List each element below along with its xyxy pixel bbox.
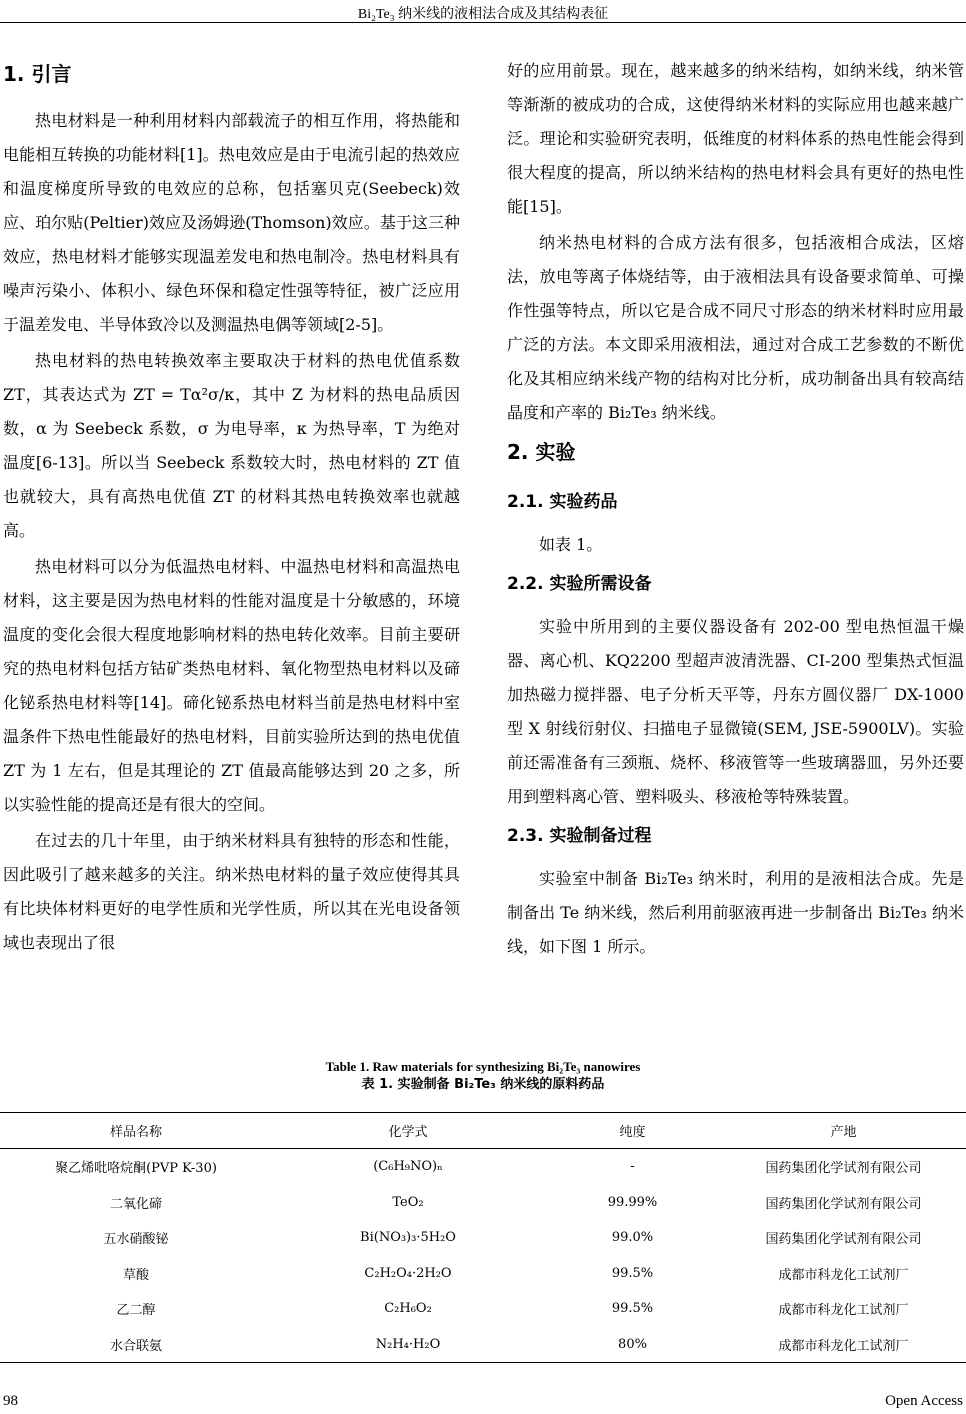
column-header: 纯度 (619, 1125, 646, 1140)
table-cell: (C₆H₉NO)ₙ (373, 1159, 443, 1175)
table-caption-en: Table 1. Raw materials for synthesizing Bi₂Te₃ nanowires (325, 1059, 641, 1074)
table-cell: 成都市科龙化工试剂厂 (778, 1338, 909, 1354)
table-row (0, 1149, 966, 1185)
table-cell: 水合联氨 (109, 1338, 162, 1354)
journal-label: Open Access (885, 1393, 963, 1409)
section-heading-experiment: 2. 实验 (507, 440, 576, 464)
paragraph: 如表 1。 (539, 535, 603, 554)
table-caption-zh: 表 1. 实验制备 Bi₂Te₃ 纳米线的原料药品 (361, 1077, 605, 1092)
paragraph: 热电材料是一种利用材料内部载流子的相互作用，将热能和电能相互转换的功能材料[1]。热电效应是由于电流引起的热效应和温度梯度所导致的电效应的总称，包括塞贝克(Seebeck)效应、珀尔贴(Peltier)效应及汤姆逊(Thomson)效应。基于这三种效应，热电材料才能够实现温差发电和热电制冷。热电材料具有噪声污染小、体积小、绿色环保和稳定性强等特征，被广泛应用于温差发电、半导体致冷以及测温热电偶等领域[2-5]。 (3, 111, 460, 334)
header-rule (0, 22, 966, 23)
table-cell: 成都市科龙化工试剂厂 (778, 1303, 909, 1319)
table-row (0, 1256, 966, 1292)
table-cell: 五水硝酸铋 (103, 1232, 169, 1248)
materials-table (0, 1112, 966, 1363)
table-cell: 乙二醇 (116, 1303, 156, 1319)
paragraph: 热电材料的热电转换效率主要取决于材料的热电优值系数 ZT，其表达式为 ZT = Tα²σ/κ，其中 Z 为材料的热电品质因数，α 为 Seebeck 系数，σ 为电导率，κ 为热导率，T 为绝对温度[6-13]。所以当 Seebeck 系数较大时，热电材料的 ZT 值也就较大，具有高热电优值 ZT 的材料其热电转换效率也就越高。 (3, 351, 460, 540)
paragraph: 纳米热电材料的合成方法有很多，包括液相合成法，区熔法，放电等离子体烧结等，由于液相法具有设备要求简单、可操作性强等特点，所以它是合成不同尺寸形态的纳米材料时应用最广泛的方法。本文即采用液相法，通过对合成工艺参数的不断优化及其相应纳米线产物的结构对比分析，成功制备出具有较高结晶度和产率的 Bi₂Te₃ 纳米线。 (507, 233, 964, 422)
subsection-heading: 2.1. 实验药品 (507, 492, 618, 512)
left-column (3, 54, 460, 962)
table-cell: 二氧化碲 (109, 1196, 162, 1212)
table-row (0, 1185, 966, 1221)
paragraph: 在过去的几十年里，由于纳米材料具有独特的形态和性能，因此吸引了越来越多的关注。纳米热电材料的量子效应使得其具有比块体材料更好的电学性质和光学性质，所以其在光电设备领域也表现出了很 (3, 831, 460, 952)
running-head: Bi₂Te₃ 纳米线的液相法合成及其结构表征 (357, 7, 609, 22)
section-heading-intro: 1. 引言 (3, 62, 72, 86)
column-header: 样品名称 (109, 1125, 162, 1140)
table-cell: 国药集团化学试剂有限公司 (765, 1232, 922, 1248)
subsection-heading: 2.3. 实验制备过程 (507, 826, 652, 846)
table-row (0, 1220, 966, 1256)
page-number: 98 (3, 1393, 18, 1409)
table-cell: 80% (618, 1336, 647, 1352)
table-cell: C₂H₂O₄·2H₂O (364, 1265, 452, 1281)
column-header: 产地 (830, 1125, 857, 1140)
paragraph: 实验中所用到的主要仪器设备有 202-00 型电热恒温干燥器、离心机、KQ2200 型超声波清洗器、CI-200 型集热式恒温加热磁力搅拌器、电子分析天平等，丹东方圆仪器厂 DX-1000 型 X 射线衍射仪、扫描电子显微镜(SEM, JSE-5900LV)。实验前还需准备有三颈瓶、烧杯、移液管等一些玻璃器皿，另外还要用到塑料离心管、塑料吸头、移液枪等特殊装置。 (507, 617, 964, 806)
table-cell: 99.5% (611, 1265, 654, 1281)
paragraph: 实验室中制备 Bi₂Te₃ 纳米时，利用的是液相法合成。先是制备出 Te 纳米线，然后利用前驱液再进一步制备出 Bi₂Te₃ 纳米线，如下图 1 所示。 (507, 869, 964, 956)
table-row (0, 1291, 966, 1327)
paragraph: 热电材料可以分为低温热电材料、中温热电材料和高温热电材料，这主要是因为热电材料的性能对温度是十分敏感的，环境温度的变化会很大程度地影响材料的热电转化效率。目前主要研究的热电材料包括方钴矿类热电材料、氧化物型热电材料以及碲化铋系热电材料等[14]。碲化铋系热电材料当前是热电材料中室温条件下热电性能最好的热电材料，目前实验所达到的热电优值 ZT 为 1 左右，但是其理论的 ZT 值最高能够达到 20 之多，所以实验性能的提高还是有很大的空间。 (3, 557, 460, 814)
table-row (0, 1327, 966, 1363)
table-cell: 99.99% (607, 1194, 658, 1210)
table-cell: 聚乙烯吡咯烷酮(PVP K-30) (55, 1161, 217, 1177)
table-cell: 国药集团化学试剂有限公司 (765, 1196, 922, 1212)
table-caption (0, 1058, 966, 1094)
table-cell: Bi(NO₃)₃·5H₂O (360, 1230, 456, 1246)
subsection-heading: 2.2. 实验所需设备 (507, 574, 652, 594)
table-header-row (0, 1113, 966, 1149)
paragraph: 好的应用前景。现在，越来越多的纳米结构，如纳米线，纳米管等渐渐的被成功的合成，这使得纳米材料的实际应用也越来越广泛。理论和实验研究表明，低维度的材料体系的热电性能会得到很大程度的提高，所以纳米结构的热电材料会具有更好的热电性能[15]。 (507, 61, 964, 216)
table-cell: 99.5% (611, 1301, 654, 1317)
table-cell: 草酸 (122, 1267, 149, 1283)
table-cell: TeO₂ (392, 1194, 424, 1210)
table-cell: N₂H₄·H₂O (375, 1336, 441, 1352)
right-column (507, 54, 964, 966)
table-cell: 99.0% (611, 1230, 654, 1246)
table-cell: 成都市科龙化工试剂厂 (778, 1267, 909, 1283)
column-header: 化学式 (388, 1125, 428, 1140)
table-cell: - (630, 1159, 635, 1175)
table-cell: 国药集团化学试剂有限公司 (765, 1161, 922, 1177)
table-cell: C₂H₆O₂ (384, 1301, 432, 1317)
